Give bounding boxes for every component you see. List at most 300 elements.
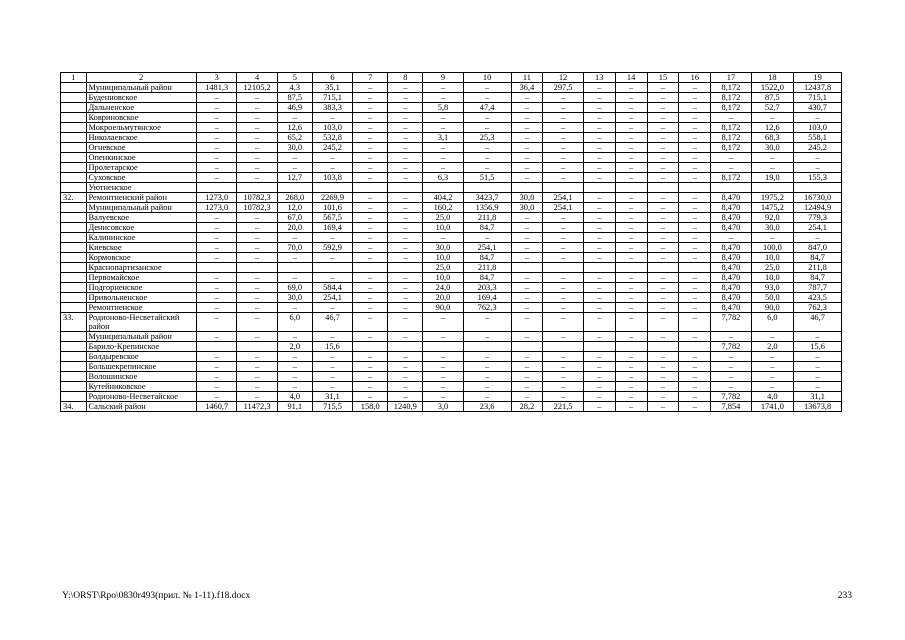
value-cell: –	[237, 213, 277, 223]
value-cell: –	[353, 303, 388, 313]
value-cell: 47,4	[463, 103, 511, 113]
value-cell: –	[353, 392, 388, 402]
value-cell: –	[511, 372, 543, 382]
value-cell: –	[463, 233, 511, 243]
value-cell: –	[679, 372, 711, 382]
value-cell: 1741,0	[751, 402, 794, 412]
value-cell: –	[583, 283, 615, 293]
value-cell: –	[353, 213, 388, 223]
value-cell: –	[277, 362, 312, 372]
table-row	[61, 193, 842, 203]
value-cell: 1522,0	[751, 83, 794, 93]
value-cell: –	[463, 352, 511, 362]
table-row	[61, 173, 842, 183]
municipality-name-cell: Опенкинское	[86, 153, 197, 163]
value-cell: –	[647, 273, 679, 283]
value-cell: 8,470	[711, 243, 751, 253]
value-cell: –	[511, 163, 543, 173]
value-cell: –	[463, 153, 511, 163]
municipality-name-cell: Суховское	[86, 173, 197, 183]
value-cell: 68,3	[751, 133, 794, 143]
value-cell: 567,5	[312, 213, 352, 223]
value-cell: –	[237, 223, 277, 233]
table-row	[61, 153, 842, 163]
value-cell: –	[511, 133, 543, 143]
value-cell: –	[751, 382, 794, 392]
value-cell	[353, 183, 388, 193]
value-cell: –	[197, 303, 237, 313]
value-cell: –	[237, 143, 277, 153]
value-cell: –	[751, 332, 794, 342]
municipality-name-cell: Краснопартизанское	[86, 263, 197, 273]
value-cell: –	[679, 293, 711, 303]
value-cell: –	[679, 163, 711, 173]
value-cell: –	[353, 273, 388, 283]
value-cell: –	[237, 153, 277, 163]
column-number-cell: 13	[583, 73, 615, 83]
value-cell: –	[237, 103, 277, 113]
table-row	[61, 83, 842, 93]
value-cell	[583, 263, 615, 273]
table-row	[61, 253, 842, 263]
value-cell: 25,0	[423, 263, 463, 273]
value-cell: –	[353, 103, 388, 113]
value-cell: 254,1	[312, 293, 352, 303]
value-cell: –	[463, 362, 511, 372]
value-cell: –	[388, 243, 423, 253]
value-cell: –	[583, 303, 615, 313]
municipality-name-cell: Калининское	[86, 233, 197, 243]
row-number-cell	[61, 103, 87, 113]
table-row	[61, 313, 842, 332]
value-cell: 254,1	[543, 193, 583, 203]
value-cell: –	[583, 382, 615, 392]
value-cell: –	[197, 372, 237, 382]
value-cell	[679, 342, 711, 352]
value-cell: –	[277, 352, 312, 362]
value-cell	[388, 263, 423, 273]
value-cell: –	[543, 123, 583, 133]
value-cell	[679, 263, 711, 273]
value-cell: –	[277, 303, 312, 313]
value-cell	[543, 342, 583, 352]
table-row	[61, 133, 842, 143]
value-cell: –	[237, 273, 277, 283]
value-cell: –	[583, 163, 615, 173]
value-cell: 1356,9	[463, 203, 511, 213]
value-cell: –	[237, 233, 277, 243]
value-cell: –	[679, 253, 711, 263]
value-cell	[237, 183, 277, 193]
table-row	[61, 273, 842, 283]
value-cell: –	[543, 233, 583, 243]
value-cell: –	[277, 382, 312, 392]
value-cell: –	[353, 313, 388, 332]
value-cell: –	[237, 113, 277, 123]
value-cell: –	[615, 243, 647, 253]
value-cell: 84,7	[463, 253, 511, 263]
value-cell: –	[388, 352, 423, 362]
row-number-cell	[61, 233, 87, 243]
value-cell: –	[463, 332, 511, 342]
value-cell: 297,5	[543, 83, 583, 93]
value-cell: –	[353, 133, 388, 143]
municipality-name-cell: Барило-Крепинское	[86, 342, 197, 352]
value-cell: –	[277, 153, 312, 163]
value-cell: –	[511, 223, 543, 233]
value-cell: –	[197, 283, 237, 293]
column-number-cell: 12	[543, 73, 583, 83]
value-cell: 532,8	[312, 133, 352, 143]
value-cell: 7,782	[711, 313, 751, 332]
value-cell: –	[237, 293, 277, 303]
value-cell: –	[237, 173, 277, 183]
value-cell: 1273,0	[197, 203, 237, 213]
value-cell: 3,1	[423, 133, 463, 143]
value-cell: –	[423, 153, 463, 163]
value-cell: 92,0	[751, 213, 794, 223]
value-cell: –	[583, 153, 615, 163]
value-cell: –	[353, 153, 388, 163]
column-number-cell: 2	[86, 73, 197, 83]
value-cell	[388, 342, 423, 352]
column-number-cell: 16	[679, 73, 711, 83]
value-cell: 31,1	[312, 392, 352, 402]
value-cell: –	[388, 372, 423, 382]
table-row	[61, 243, 842, 253]
value-cell: –	[423, 313, 463, 332]
value-cell: –	[353, 332, 388, 342]
value-cell: –	[237, 93, 277, 103]
value-cell: 12437,8	[794, 83, 842, 93]
column-number-cell: 4	[237, 73, 277, 83]
value-cell: –	[388, 362, 423, 372]
value-cell: –	[583, 332, 615, 342]
value-cell: 245,2	[794, 143, 842, 153]
value-cell: –	[312, 113, 352, 123]
value-cell: 2269,9	[312, 193, 352, 203]
value-cell: –	[543, 392, 583, 402]
value-cell: –	[543, 382, 583, 392]
value-cell	[197, 263, 237, 273]
value-cell: –	[615, 313, 647, 332]
row-number-cell	[61, 133, 87, 143]
municipality-name-cell: Денисовское	[86, 223, 197, 233]
value-cell: –	[711, 113, 751, 123]
value-cell: –	[511, 352, 543, 362]
value-cell: 1460,7	[197, 402, 237, 412]
value-cell	[353, 342, 388, 352]
value-cell: –	[679, 392, 711, 402]
value-cell: 50,0	[751, 293, 794, 303]
value-cell: 52,7	[751, 103, 794, 113]
value-cell: –	[615, 382, 647, 392]
value-cell: –	[511, 313, 543, 332]
value-cell: –	[388, 283, 423, 293]
value-cell: 25,0	[423, 213, 463, 223]
value-cell	[647, 342, 679, 352]
value-cell	[543, 263, 583, 273]
value-cell: –	[463, 313, 511, 332]
value-cell: –	[711, 153, 751, 163]
row-number-cell	[61, 372, 87, 382]
value-cell: 160,2	[423, 203, 463, 213]
value-cell: –	[511, 283, 543, 293]
value-cell: 11472,3	[237, 402, 277, 412]
value-cell: –	[543, 143, 583, 153]
value-cell: 15,6	[312, 342, 352, 352]
value-cell: –	[647, 402, 679, 412]
value-cell: –	[423, 163, 463, 173]
row-number-cell: 32.	[61, 193, 87, 203]
value-cell: –	[751, 153, 794, 163]
value-cell: –	[615, 332, 647, 342]
value-cell: –	[647, 243, 679, 253]
table-row	[61, 213, 842, 223]
table-row	[61, 342, 842, 352]
column-number-row	[61, 73, 842, 83]
value-cell: –	[237, 362, 277, 372]
value-cell: –	[615, 283, 647, 293]
value-cell: 787,7	[794, 283, 842, 293]
value-cell: –	[543, 103, 583, 113]
value-cell: 10782,3	[237, 203, 277, 213]
value-cell: –	[353, 143, 388, 153]
value-cell: –	[353, 372, 388, 382]
value-cell: –	[679, 313, 711, 332]
value-cell: –	[583, 273, 615, 283]
value-cell: 8,470	[711, 253, 751, 263]
value-cell: –	[647, 283, 679, 293]
value-cell: 10782,3	[237, 193, 277, 203]
value-cell: 8,172	[711, 83, 751, 93]
value-cell: –	[647, 193, 679, 203]
value-cell: 103,0	[312, 123, 352, 133]
value-cell: 31,1	[794, 392, 842, 402]
value-cell: 762,3	[463, 303, 511, 313]
value-cell: –	[615, 253, 647, 263]
value-cell	[511, 342, 543, 352]
value-cell: 7,782	[711, 392, 751, 402]
value-cell: –	[615, 123, 647, 133]
value-cell: 90,0	[423, 303, 463, 313]
value-cell: –	[679, 113, 711, 123]
value-cell: –	[679, 133, 711, 143]
municipality-name-cell: Подгорненское	[86, 283, 197, 293]
value-cell: –	[711, 332, 751, 342]
value-cell: –	[463, 143, 511, 153]
value-cell: –	[353, 123, 388, 133]
value-cell: –	[511, 143, 543, 153]
value-cell: –	[353, 193, 388, 203]
value-cell: –	[312, 303, 352, 313]
value-cell: –	[388, 153, 423, 163]
row-number-cell	[61, 213, 87, 223]
value-cell: –	[615, 223, 647, 233]
value-cell: –	[615, 273, 647, 283]
value-cell: –	[511, 293, 543, 303]
row-number-cell	[61, 293, 87, 303]
column-number-cell: 1	[61, 73, 87, 83]
value-cell: 8,172	[711, 143, 751, 153]
table-row	[61, 293, 842, 303]
value-cell: 1975,2	[751, 193, 794, 203]
value-cell: 8,172	[711, 123, 751, 133]
value-cell: –	[679, 93, 711, 103]
value-cell: 10,0	[751, 273, 794, 283]
value-cell: –	[511, 273, 543, 283]
row-number-cell	[61, 392, 87, 402]
value-cell: –	[543, 163, 583, 173]
table-row	[61, 103, 842, 113]
value-cell: 8,470	[711, 293, 751, 303]
value-cell: –	[237, 163, 277, 173]
value-cell: 430,7	[794, 103, 842, 113]
value-cell: 30,0	[751, 223, 794, 233]
value-cell: –	[423, 143, 463, 153]
value-cell: –	[615, 143, 647, 153]
value-cell: –	[647, 223, 679, 233]
value-cell: –	[647, 163, 679, 173]
value-cell: –	[388, 123, 423, 133]
value-cell: –	[751, 113, 794, 123]
value-cell: –	[583, 213, 615, 223]
value-cell: 7,782	[711, 342, 751, 352]
table-row	[61, 163, 842, 173]
value-cell: –	[463, 83, 511, 93]
municipality-name-cell: Муниципальный район	[86, 83, 197, 93]
value-cell	[583, 342, 615, 352]
value-cell: –	[583, 203, 615, 213]
value-cell: –	[615, 93, 647, 103]
column-number-cell: 5	[277, 73, 312, 83]
value-cell: –	[423, 113, 463, 123]
value-cell: 8,172	[711, 93, 751, 103]
value-cell: –	[463, 382, 511, 392]
value-cell: 8,470	[711, 303, 751, 313]
value-cell: –	[197, 223, 237, 233]
row-number-cell	[61, 332, 87, 342]
value-cell: –	[647, 293, 679, 303]
municipality-name-cell: Ремонтненское	[86, 303, 197, 313]
value-cell: 100,0	[751, 243, 794, 253]
value-cell: –	[237, 352, 277, 362]
value-cell: 24,0	[423, 283, 463, 293]
table-row	[61, 352, 842, 362]
municipality-name-cell: Сальский район	[86, 402, 197, 412]
value-cell: –	[237, 283, 277, 293]
table-row	[61, 203, 842, 213]
value-cell: –	[353, 382, 388, 392]
table-row	[61, 223, 842, 233]
value-cell: –	[711, 382, 751, 392]
value-cell: 19,0	[751, 173, 794, 183]
value-cell: –	[237, 313, 277, 332]
table-row	[61, 392, 842, 402]
value-cell: –	[312, 253, 352, 263]
column-number-cell: 6	[312, 73, 352, 83]
value-cell: –	[197, 352, 237, 362]
value-cell: 383,3	[312, 103, 352, 113]
value-cell: –	[583, 123, 615, 133]
value-cell	[615, 342, 647, 352]
value-cell: –	[583, 83, 615, 93]
value-cell: –	[615, 293, 647, 303]
value-cell: 8,470	[711, 193, 751, 203]
value-cell: –	[647, 203, 679, 213]
value-cell: 10,0	[423, 223, 463, 233]
value-cell: 46,7	[312, 313, 352, 332]
value-cell: –	[794, 362, 842, 372]
value-cell: 3,0	[423, 402, 463, 412]
row-number-cell	[61, 303, 87, 313]
value-cell: –	[312, 153, 352, 163]
column-number-cell: 15	[647, 73, 679, 83]
value-cell: –	[543, 173, 583, 183]
value-cell: –	[463, 113, 511, 123]
value-cell: 30,0	[751, 143, 794, 153]
value-cell: –	[237, 253, 277, 263]
value-cell: –	[751, 362, 794, 372]
value-cell	[511, 263, 543, 273]
value-cell: –	[647, 103, 679, 113]
value-cell: 8,470	[711, 273, 751, 283]
value-cell: –	[312, 233, 352, 243]
value-cell: –	[794, 332, 842, 342]
value-cell: 254,1	[463, 243, 511, 253]
municipality-name-cell: Огневское	[86, 143, 197, 153]
value-cell: 158,0	[353, 402, 388, 412]
value-cell: 10,0	[423, 273, 463, 283]
value-cell: 762,3	[794, 303, 842, 313]
value-cell: 30,0	[511, 193, 543, 203]
row-number-cell	[61, 273, 87, 283]
value-cell: 30,0	[277, 293, 312, 303]
value-cell: –	[388, 313, 423, 332]
value-cell: –	[751, 163, 794, 173]
value-cell: –	[197, 153, 237, 163]
value-cell: –	[237, 243, 277, 253]
value-cell: –	[679, 233, 711, 243]
value-cell: 6,0	[277, 313, 312, 332]
value-cell: –	[543, 273, 583, 283]
value-cell: 35,1	[312, 83, 352, 93]
table-row	[61, 113, 842, 123]
value-cell: –	[312, 352, 352, 362]
value-cell: –	[237, 392, 277, 402]
row-number-cell	[61, 382, 87, 392]
value-cell: –	[197, 253, 237, 263]
row-number-cell	[61, 113, 87, 123]
value-cell: –	[463, 392, 511, 402]
value-cell: –	[751, 372, 794, 382]
value-cell	[463, 183, 511, 193]
value-cell: –	[543, 283, 583, 293]
municipality-name-cell: Уютненское	[86, 183, 197, 193]
value-cell: 254,1	[794, 223, 842, 233]
municipality-name-cell: Кутейниковское	[86, 382, 197, 392]
value-cell: –	[237, 372, 277, 382]
value-cell: 715,1	[794, 93, 842, 103]
value-cell: 211,8	[463, 263, 511, 273]
value-cell: –	[353, 83, 388, 93]
value-cell: –	[543, 362, 583, 372]
value-cell: 46,9	[277, 103, 312, 113]
value-cell: –	[794, 113, 842, 123]
value-cell: –	[679, 153, 711, 163]
municipality-name-cell: Пролетарское	[86, 163, 197, 173]
value-cell: –	[583, 372, 615, 382]
